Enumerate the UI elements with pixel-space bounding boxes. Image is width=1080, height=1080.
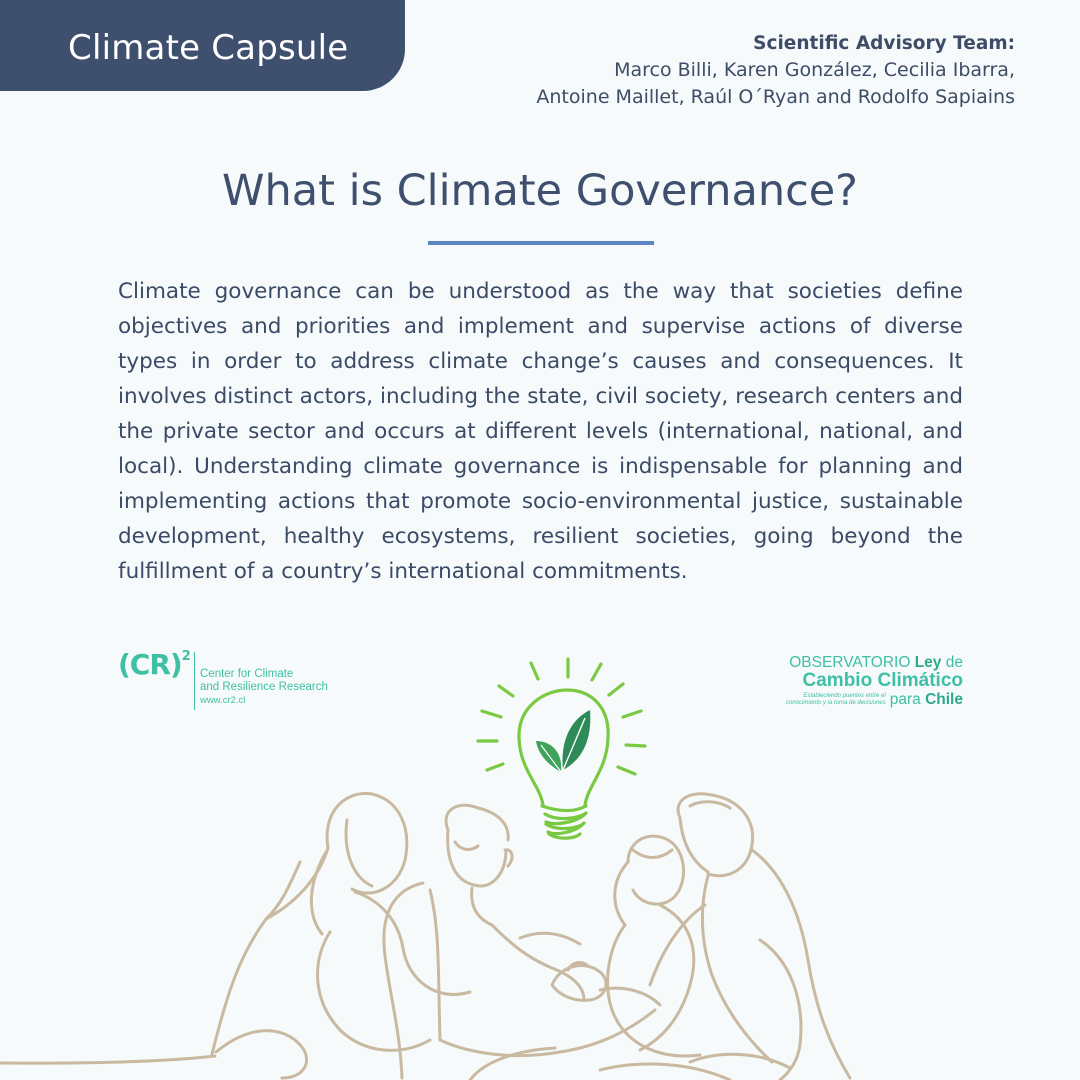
advisory-heading: Scientific Advisory Team: [753,33,1015,54]
body-paragraph: Climate governance can be understood as the way that societies define objectives and priorities and implement and supervise actions of diverse types in order to address climate change’s causes and consequences. It involves distinct actors, including the state, civil society, research centers and the private sector and occurs at different levels (international, national, and local). Understanding climate governance is indispensable for planning and implementing actions that promote socio-environmental justice, sustainable development, healthy ecosystems, resilient societies, going beyond the fulfillment of a country’s international commitments. [118,279,963,584]
cr2-logo-line1: Center for Climate [200,668,294,680]
title-underline [428,241,654,245]
cr2-logo-superscript: 2 [181,649,190,664]
header-tab [0,0,405,91]
people-line-art [0,794,850,1080]
observatorio-word: OBSERVATORIO [789,654,911,671]
illustration [0,640,1080,1080]
advisory-names-line2: Antoine Maillet, Raúl O´Ryan and Rodolfo Sapiains [536,86,1015,108]
observatorio-logo-line2: Cambio Climático [802,670,963,691]
observatorio-de: de [945,654,963,671]
lightbulb-icon [478,659,645,838]
cr2-logo-letters: (CR) [118,648,182,681]
observatorio-tagline-2: conocimiento y la toma de decisiones [786,700,886,706]
tab-title: Climate Capsule [68,27,349,68]
cr2-logo-line2: and Resilience Research [200,681,328,693]
observatorio-ley: Ley [914,654,942,671]
cr2-logo-website: www.cr2.cl [200,695,246,706]
leaf-icon [536,710,590,772]
observatorio-chile: Chile [925,691,963,708]
page-title: What is Climate Governance? [221,166,859,216]
observatorio-tagline-1: Estableciendo puentes entre el [803,693,886,699]
advisory-names-line1: Marco Billi, Karen González, Cecilia Ibarra, [614,59,1015,81]
observatorio-para: para [889,691,921,708]
advisory-team [495,30,1015,111]
